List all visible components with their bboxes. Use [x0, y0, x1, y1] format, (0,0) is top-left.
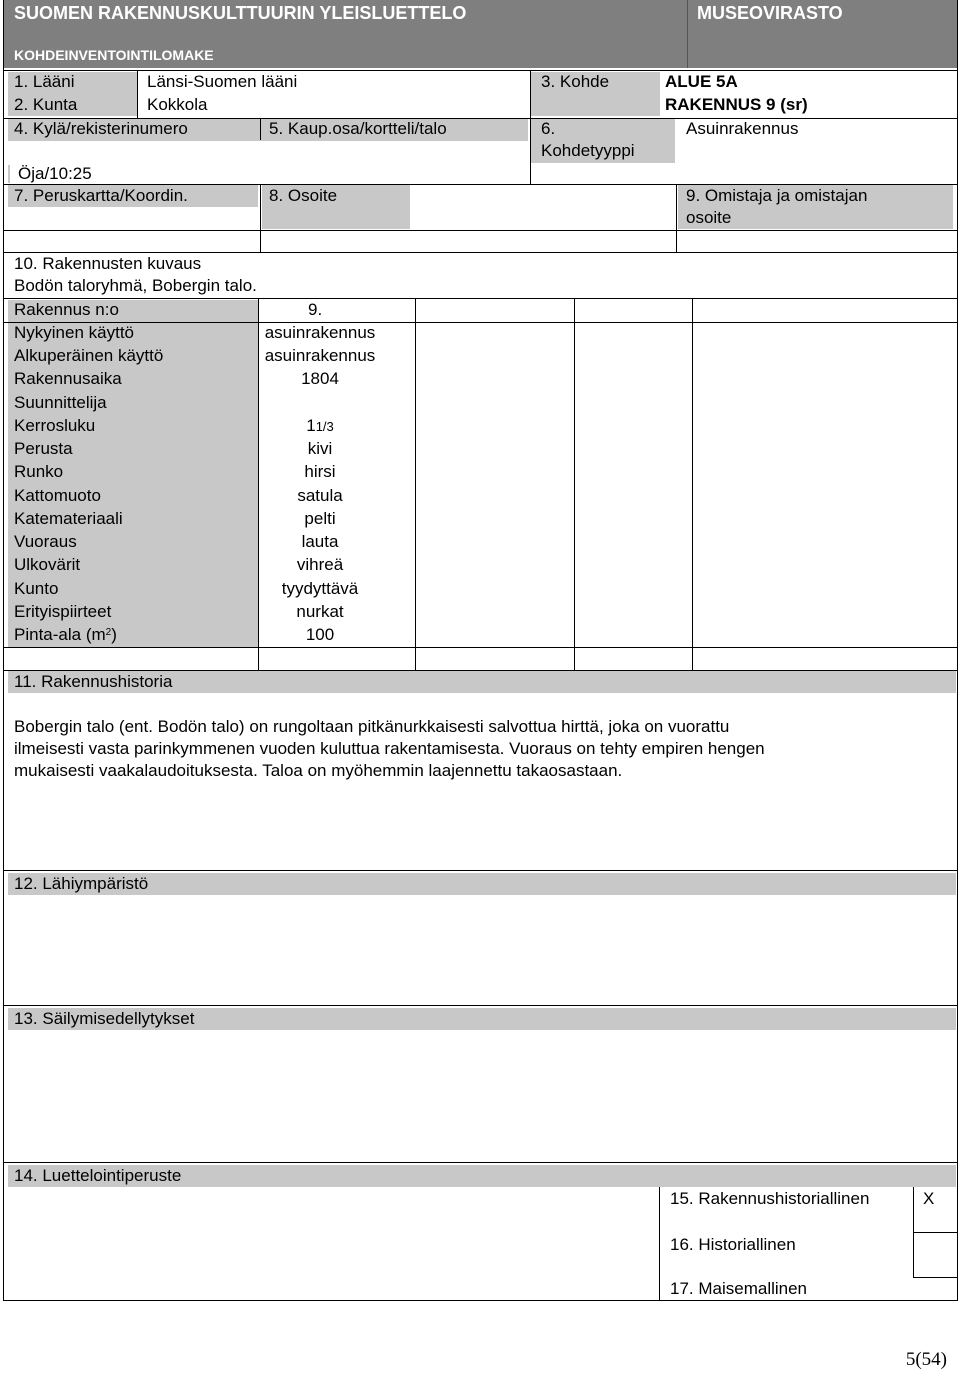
field-omistaja-label-2: osoite: [686, 208, 732, 227]
field-omistaja-label: 9. Omistaja ja omistajan: [686, 186, 868, 205]
section-13-title: 13. Säilymisedellytykset: [14, 1009, 195, 1028]
section-10-title: 10. Rakennusten kuvaus: [14, 254, 202, 273]
field-laani-label: 1. Lääni: [14, 72, 75, 91]
agency-name: MUSEOVIRASTO: [697, 3, 843, 23]
field-kyla-value: Öja/10:25: [18, 164, 92, 183]
section-10-subtitle: Bodön taloryhmä, Bobergin talo.: [14, 276, 257, 295]
criterion-label: 16. Historiallinen: [670, 1235, 796, 1254]
field-kohde-value-building: RAKENNUS 9 (sr): [665, 95, 808, 114]
history-text-line: mukaisesti vaakalaudoituksesta. Taloa on myöhemmin laajennettu takaosastaan.: [14, 761, 623, 780]
field-kohde-label: 3. Kohde: [541, 72, 610, 91]
section-12-title: 12. Lähiympäristö: [14, 874, 149, 893]
building-number-label: Rakennus n:o: [14, 300, 119, 319]
section-14-title: 14. Luettelointiperuste: [14, 1166, 182, 1185]
form-name: KOHDEINVENTOINTILOMAKE: [14, 47, 214, 63]
criterion-mark: X: [923, 1189, 935, 1208]
field-osoite-label: 8. Osoite: [269, 186, 338, 205]
field-kaupunginosa-label: 5. Kaup.osa/kortteli/talo: [269, 119, 447, 138]
registry-title: SUOMEN RAKENNUSKULTTUURIN YLEISLUETTELO: [14, 3, 467, 23]
field-kyla-label: 4. Kylä/rekisterinumero: [14, 119, 188, 138]
criterion-label: 17. Maisemallinen: [670, 1279, 808, 1298]
field-kohdetyyppi-value: Asuinrakennus: [686, 119, 799, 138]
field-kohdetyyppi-label: 6.: [541, 119, 556, 138]
page-number: 5(54): [905, 1349, 947, 1370]
criterion-label: 15. Rakennushistoriallinen: [670, 1189, 870, 1208]
field-laani-value: Länsi-Suomen lääni: [147, 72, 298, 91]
building-number-value: 9.: [308, 300, 323, 319]
field-kunta-value: Kokkola: [147, 95, 208, 114]
field-kunta-label: 2. Kunta: [14, 95, 78, 114]
field-peruskartta-label: 7. Peruskartta/Koordin.: [14, 186, 188, 205]
history-text-line: Bobergin talo (ent. Bodön talo) on rungoltaan pitkänurkkaisesti salvottua hirttä, joka on vuorattu: [14, 717, 730, 736]
history-text-line: ilmeisesti vasta parinkymmenen vuoden kuluttua rakentamisesta. Vuoraus on tehty empiren hengen: [14, 739, 765, 758]
field-kohde-value-area: ALUE 5A: [665, 72, 738, 91]
section-11-title: 11. Rakennushistoria: [14, 672, 173, 691]
field-kohdetyyppi-label-2: Kohdetyyppi: [541, 141, 635, 160]
